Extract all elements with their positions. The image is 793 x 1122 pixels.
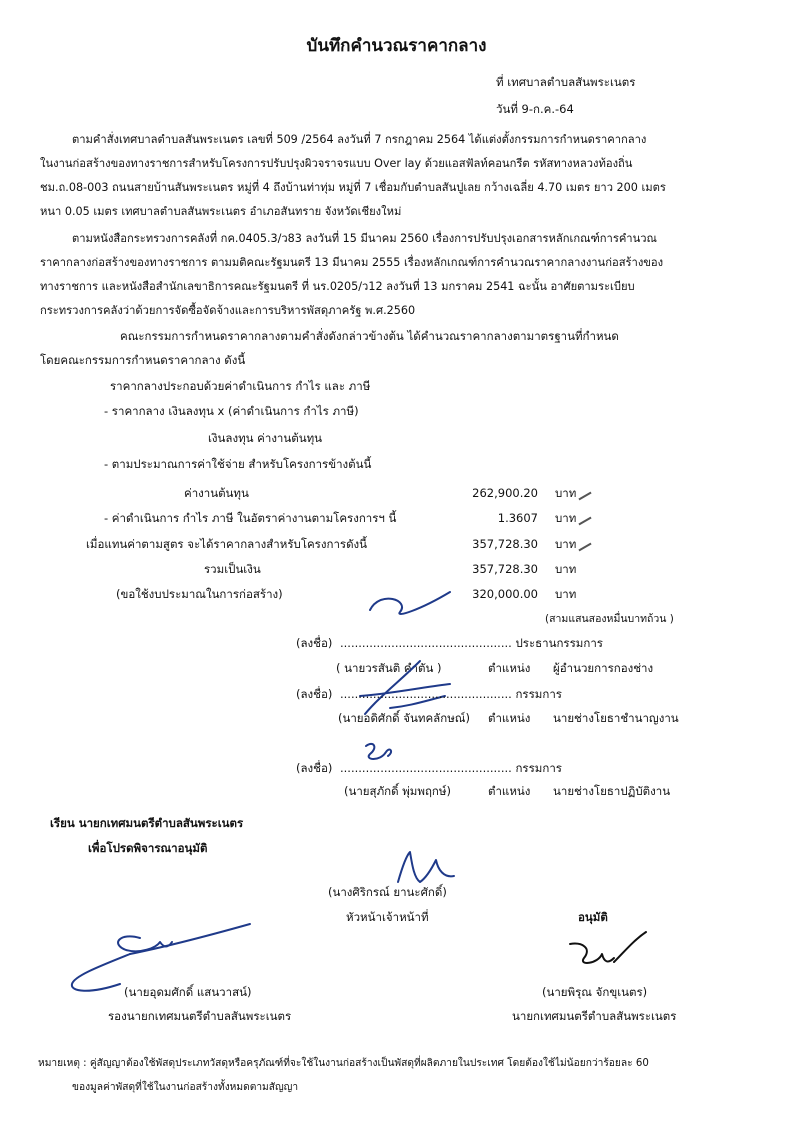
cost-value: 1.3607 — [497, 511, 538, 525]
para1-line: ในงานก่อสร้างของทางราชการสำหรับโครงการปรับปรุงผิวจราจรแบบ Over lay ด้วยแอสฟัลท์คอนกรีต รหัสทางหลวงท้องถิ่น — [40, 157, 633, 170]
para2-line: ทางราชการ และหนังสือสำนักเลขาธิการคณะรัฐมนตรี ที่ นร.0205/ว12 ลงวันที่ 13 มกราคม 2541 ฉะนั้น อาศัยตามระเบียบ — [40, 280, 635, 293]
para2-line: ราคากลางก่อสร้างของทางราชการ ตามมติคณะรัฐมนตรี 13 มีนาคม 2555 เรื่องหลักเกณฑ์การคำนวณราคากลางงานก่อสร้างของ — [40, 256, 664, 269]
cost-value: 357,728.30 — [472, 562, 538, 576]
cost-unit: บาท — [555, 537, 577, 551]
signature-line: ............................................... กรรมการ — [340, 761, 562, 775]
deputy-title: รองนายกเทศมนตรีตำบลสันพระเนตร — [108, 1009, 292, 1023]
formula-line: - ราคากลาง เงินลงทุน x (ค่าดำเนินการ กำไร ภาษี) — [104, 404, 359, 418]
head-officer-name: (นางศิริกรณ์ ยานะศักดิ์) — [328, 885, 447, 899]
mayor-title: นายกเทศมนตรีตำบลสันพระเนตร — [512, 1009, 677, 1023]
sign-prefix: (ลงชื่อ) — [296, 761, 333, 775]
signature-chair-image — [360, 580, 470, 640]
signature-mayor-image — [562, 928, 652, 978]
deputy-name: (นายอุดมศักดิ์ แสนวาสน์) — [124, 985, 252, 999]
signature-head-officer-image — [392, 848, 462, 888]
cost-label: - ค่าดำเนินการ กำไร ภาษี ในอัตราค่างานตามโครงการฯ นี้ — [104, 511, 397, 525]
check-mark — [578, 492, 591, 501]
position-label: ตำแหน่ง — [488, 784, 531, 798]
signatory-name: (นายสุภักดิ์ พุ่มพฤกษ์) — [344, 784, 451, 798]
place-line: ที่ เทศบาลตำบลสันพระเนตร — [496, 75, 636, 89]
date-line: วันที่ 9-ก.ค.-64 — [496, 102, 574, 116]
para1-line: ชม.ถ.08-003 ถนนสายบ้านสันพระเนตร หมู่ที่ 4 ถึงบ้านท่าทุ่ม หมู่ที่ 7 เชื่อมกับตำบลสันปูเลย กว้างเฉลี่ย 4.70 เมตร ยาว 200 เมตร — [40, 181, 666, 194]
footnote-line: ของมูลค่าพัสดุที่ใช้ในงานก่อสร้างทั้งหมดตามสัญญา — [72, 1082, 299, 1093]
approval-label: อนุมัติ — [578, 910, 608, 924]
formula-line: เงินลงทุน ค่างานต้นทุน — [208, 431, 323, 445]
amount-in-words: (สามแสนสองหมื่นบาทถ้วน ) — [545, 613, 674, 625]
position-label: ตำแหน่ง — [488, 661, 531, 675]
check-mark — [578, 543, 591, 552]
formula-line: - ตามประมาณการค่าใช้จ่าย สำหรับโครงการข้างต้นนี้ — [104, 457, 372, 471]
para1-line: หนา 0.05 เมตร เทศบาลตำบลสันพระเนตร อำเภอสันทราย จังหวัดเชียงใหม่ — [40, 205, 402, 218]
cost-label: เมื่อแทนค่าตามสูตร จะได้ราคากลางสำหรับโครงการดังนี้ — [86, 537, 368, 551]
cost-label: (ขอใช้งบประมาณในการก่อสร้าง) — [116, 587, 283, 601]
cost-unit: บาท — [555, 587, 577, 601]
head-officer-title: หัวหน้าเจ้าหน้าที่ — [346, 910, 429, 924]
formula-line: ราคากลางประกอบด้วยค่าดำเนินการ กำไร และ ภาษี — [110, 379, 371, 393]
sign-prefix: (ลงชื่อ) — [296, 687, 333, 701]
check-mark — [578, 517, 591, 526]
para2-line: ตามหนังสือกระทรวงการคลังที่ กค.0405.3/ว83 ลงวันที่ 15 มีนาคม 2560 เรื่องการปรับปรุงเอกสารหลักเกณฑ์การคำนวณ — [72, 232, 657, 245]
para3-line: คณะกรรมการกำหนดราคากลางตามคำสั่งดังกล่าวข้างต้น ได้คำนวณราคากลางตามาตรฐานที่กำหนด — [120, 329, 619, 343]
signatory-position: นายช่างโยธาชำนาญงาน — [553, 711, 679, 725]
footnote-line: หมายเหตุ : คู่สัญญาต้องใช้พัสดุประเภทวัสดุหรือครุภัณฑ์ที่จะใช้ในงานก่อสร้างเป็นพัสดุที่ผลิตภายในประเทศ โดยต้องใช้ไม่น้อยกว่าร้อยละ 60 — [38, 1058, 649, 1069]
cost-label: ค่างานต้นทุน — [184, 486, 249, 500]
cost-unit: บาท — [555, 486, 577, 500]
signatory-position: ผู้อำนวยการกองช่าง — [553, 661, 654, 675]
submit-to: เรียน นายกเทศมนตรีตำบลสันพระเนตร — [50, 816, 244, 830]
cost-value: 320,000.00 — [472, 587, 538, 601]
signatory-position: นายช่างโยธาปฏิบัติงาน — [553, 784, 671, 798]
para1-line: ตามคำสั่งเทศบาลตำบลสันพระเนตร เลขที่ 509 /2564 ลงวันที่ 7 กรกฎาคม 2564 ได้แต่งตั้งกรรมการกำหนดราคากลาง — [72, 133, 647, 146]
para2-line: กระทรวงการคลังว่าด้วยการจัดซื้อจัดจ้างและการบริหารพัสดุภาครัฐ พ.ศ.2560 — [40, 304, 416, 317]
cost-value: 357,728.30 — [472, 537, 538, 551]
position-label: ตำแหน่ง — [488, 711, 531, 725]
signatory-name: ( นายวรสันติ คำตัน ) — [336, 661, 442, 675]
cost-label: รวมเป็นเงิน — [204, 562, 261, 576]
cost-unit: บาท — [555, 562, 577, 576]
signature-line: ............................................... กรรมการ — [340, 687, 562, 701]
submit-purpose: เพื่อโปรดพิจารณาอนุมัติ — [88, 841, 208, 855]
cost-unit: บาท — [555, 511, 577, 525]
document-title: บันทึกคำนวณราคากลาง — [306, 36, 487, 56]
signatory-name: (นายอดิศักดิ์ จันทคลักษณ์) — [338, 711, 470, 725]
sign-prefix: (ลงชื่อ) — [296, 636, 333, 650]
mayor-name: (นายพิรุณ จักขุเนตร) — [542, 985, 648, 999]
signature-line: ............................................... ประธานกรรมการ — [340, 636, 603, 650]
cost-value: 262,900.20 — [472, 486, 538, 500]
para3-line: โดยคณะกรรมการกำหนดราคากลาง ดังนี้ — [40, 353, 246, 367]
